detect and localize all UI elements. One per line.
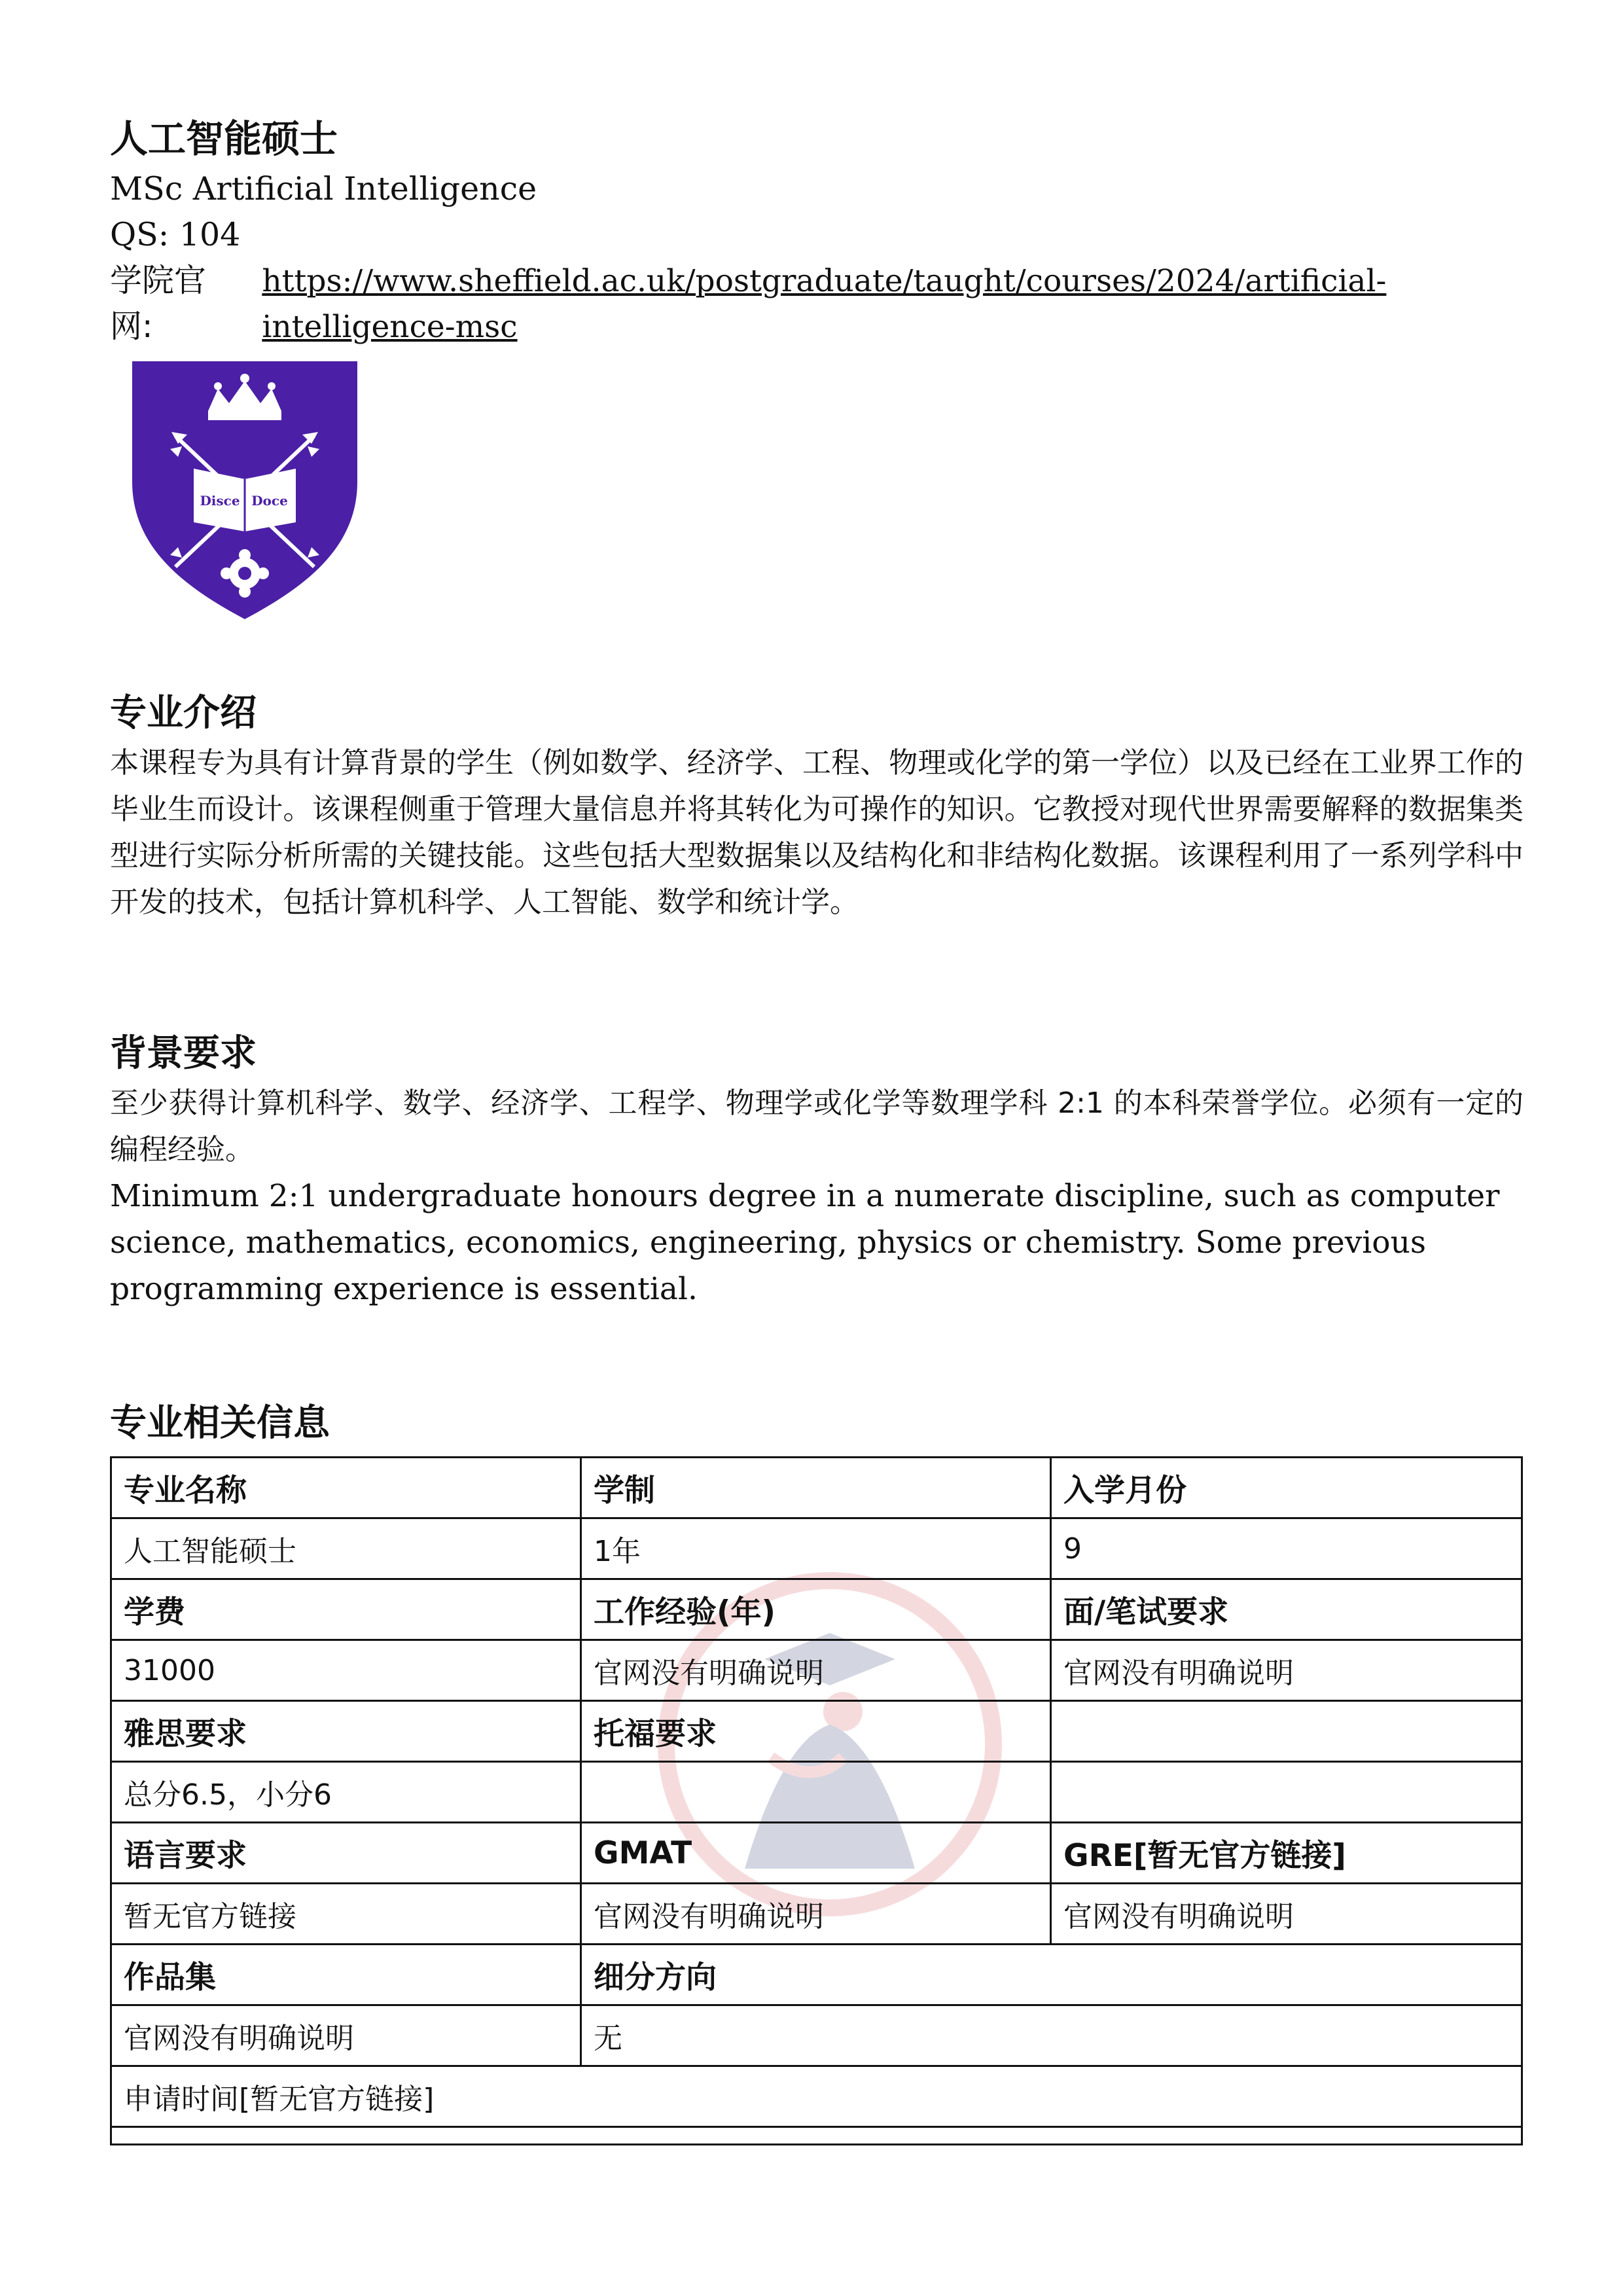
table-cell: 入学月份 — [1051, 1458, 1522, 1518]
table-row — [111, 2127, 1522, 2145]
table-cell: 人工智能硕士 — [111, 1518, 581, 1579]
table-row — [111, 1945, 1522, 2005]
table-row — [111, 1640, 1522, 1701]
table-cell: 专业名称 — [111, 1458, 581, 1518]
background-text-en: Minimum 2:1 undergraduate honours degree in a numerate discipline, such as computer science, mathematics, economics, engineering, physics or chemistry. Some previous programming experience is essential. — [110, 1178, 1500, 1307]
crest-shield-icon — [110, 351, 383, 624]
program-title-cn: 人工智能硕士 — [110, 117, 338, 161]
table-row — [111, 1884, 1522, 1945]
table-row — [111, 1458, 1522, 1518]
website-line — [110, 258, 1524, 350]
table-row — [111, 2005, 1522, 2066]
info-table — [110, 1456, 1523, 2145]
table-cell: 1年 — [581, 1518, 1051, 1579]
table-cell: 官网没有明确说明 — [1051, 1640, 1522, 1701]
table-cell: 官网没有明确说明 — [111, 2005, 581, 2066]
table-cell: 暂无官方链接 — [111, 1884, 581, 1945]
intro-text: 本课程专为具有计算背景的学生（例如数学、经济学、工程、物理或化学的第一学位）以及已经在工业界工作的毕业生而设计。该课程侧重于管理大量信息并将其转化为可操作的知识。它教授对现代世界需要解释的数据集类型进行实际分析所需的关键技能。这些包括大型数据集以及结构化和非结构化数据。该课程利用了一系列学科中开发的技术，包括计算机科学、人工智能、数学和统计学。 — [110, 746, 1524, 919]
table-row — [111, 1701, 1522, 1762]
table-cell-empty — [111, 2127, 1522, 2145]
table-cell: 工作经验(年) — [581, 1579, 1051, 1640]
table-cell — [1051, 1762, 1522, 1823]
motto-left: Disce — [200, 493, 240, 509]
table-cell: 9 — [1051, 1518, 1522, 1579]
table-cell: 学制 — [581, 1458, 1051, 1518]
table-cell: 细分方向 — [581, 1945, 1522, 2005]
table-cell: 无 — [581, 2005, 1522, 2066]
table-cell: 申请时间[暂无官方链接] — [111, 2066, 1522, 2127]
table-cell: 语言要求 — [111, 1823, 581, 1884]
program-info-section — [110, 1397, 1524, 2145]
intro-section — [110, 687, 1524, 925]
table-cell: GRE[暂无官方链接] — [1051, 1823, 1522, 1884]
website-label: 学院官网: — [110, 262, 207, 345]
table-cell: GMAT — [581, 1823, 1051, 1884]
info-table-wrap — [110, 1456, 1521, 2145]
table-cell: 托福要求 — [581, 1701, 1051, 1762]
website-link[interactable]: https://www.sheffield.ac.uk/postgraduate/taught/courses/2024/artificial-intelligence-msc — [262, 263, 1387, 345]
table-cell: 总分6.5，小分6 — [111, 1762, 581, 1823]
background-heading: 背景要求 — [110, 1032, 257, 1075]
table-row — [111, 1823, 1522, 1884]
table-cell: 作品集 — [111, 1945, 581, 2005]
table-row — [111, 1579, 1522, 1640]
table-row — [111, 1762, 1522, 1823]
university-crest-logo — [110, 351, 383, 624]
program-title-en: MSc Artificial Intelligence — [110, 170, 537, 207]
table-cell — [1051, 1701, 1522, 1762]
table-cell: 官网没有明确说明 — [581, 1884, 1051, 1945]
background-text-cn: 至少获得计算机科学、数学、经济学、工程学、物理学或化学等数理学科 2:1 的本科荣誉学位。必须有一定的编程经验。 — [110, 1086, 1524, 1166]
document-page — [110, 111, 1524, 2116]
qs-ranking: QS: 104 — [110, 216, 241, 253]
info-heading: 专业相关信息 — [110, 1402, 330, 1444]
background-section — [110, 1028, 1524, 1312]
intro-heading: 专业介绍 — [110, 692, 257, 734]
table-cell: 31000 — [111, 1640, 581, 1701]
table-row — [111, 2066, 1522, 2127]
table-row — [111, 1518, 1522, 1579]
table-cell: 官网没有明确说明 — [1051, 1884, 1522, 1945]
table-cell — [581, 1762, 1051, 1823]
table-cell: 面/笔试要求 — [1051, 1579, 1522, 1640]
table-cell: 学费 — [111, 1579, 581, 1640]
table-cell: 官网没有明确说明 — [581, 1640, 1051, 1701]
motto-right: Doce — [251, 493, 288, 509]
table-cell: 雅思要求 — [111, 1701, 581, 1762]
